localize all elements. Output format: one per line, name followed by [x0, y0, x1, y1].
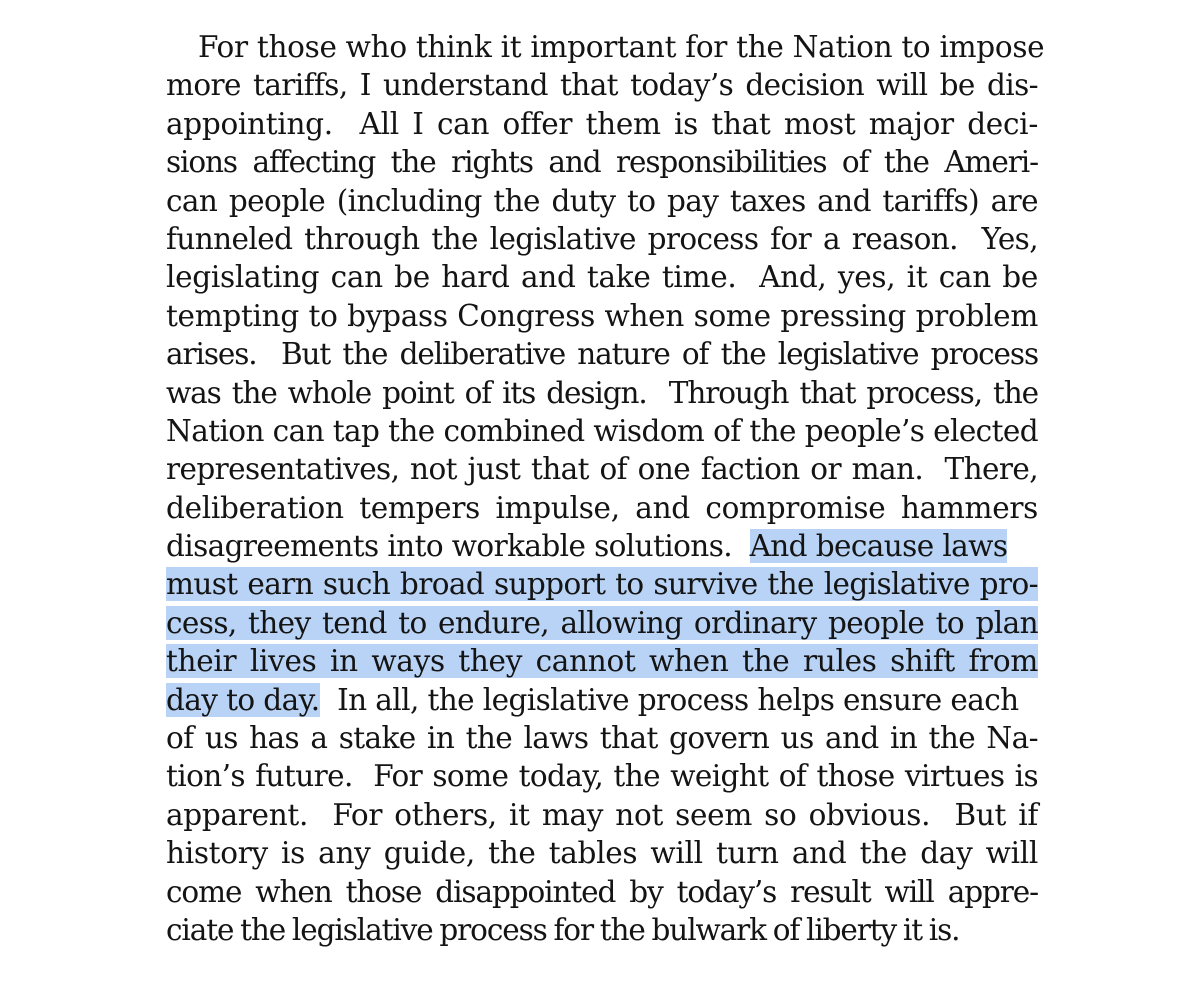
- highlighted-text[interactable]: their lives in ways they cannot when the rules shift from: [166, 644, 1038, 679]
- highlighted-text[interactable]: must earn such broad support to survive the legislative pro-: [166, 567, 1038, 602]
- text-line: representatives, not just that of one faction or man. There,: [166, 452, 1038, 487]
- text-line: tempting to bypass Congress when some pressing problem: [166, 298, 1038, 333]
- text-line: tion’s future. For some today, the weight of those virtues is: [166, 759, 1038, 794]
- text-line: [166, 527, 1038, 565]
- text-line: [166, 604, 1038, 642]
- text-line: [166, 642, 1038, 680]
- text-line: ciate the legislative process for the bulwark of liberty it is.: [166, 912, 960, 947]
- text-line: of us has a stake in the laws that govern us and in the Na-: [166, 721, 1038, 756]
- text-line: apparent. For others, it may not seem so obvious. But if: [166, 797, 1038, 832]
- text-line: [166, 681, 1038, 719]
- text-line: sions affecting the rights and responsibilities of the Ameri-: [166, 145, 1038, 180]
- highlighted-text[interactable]: day to day.: [166, 682, 320, 717]
- text-line: was the whole point of its design. Through that process, the: [166, 375, 1038, 410]
- text-line: more tariffs, I understand that today’s decision will be dis-: [166, 68, 1038, 103]
- highlighted-text[interactable]: And because laws: [749, 529, 1008, 564]
- text-line: appointing. All I can offer them is that most major deci-: [166, 106, 1038, 141]
- text-line: [166, 565, 1038, 603]
- text-line: For those who think it important for the Nation to impose: [198, 30, 1045, 64]
- text-line: come when those disappointed by today’s result will appre-: [166, 874, 1038, 909]
- text-line: Nation can tap the combined wisdom of the people’s elected: [166, 413, 1038, 448]
- text-line: legislating can be hard and take time. And, yes, it can be: [166, 260, 1038, 295]
- text-line: history is any guide, the tables will turn and the day will: [166, 836, 1038, 871]
- text-line: arises. But the deliberative nature of the legislative process: [166, 337, 1038, 372]
- highlighted-text[interactable]: cess, they tend to endure, allowing ordinary people to plan: [166, 605, 1038, 640]
- line-text: disagreements into workable solutions.: [166, 529, 750, 564]
- text-line: can people (including the duty to pay taxes and tariffs) are: [166, 183, 1038, 218]
- text-line: funneled through the legislative process for a reason. Yes,: [166, 221, 1038, 256]
- paragraph[interactable]: [166, 28, 1045, 949]
- line-text: In all, the legislative process helps ensure each: [319, 682, 1019, 717]
- text-line: deliberation tempers impulse, and compromise hammers: [166, 490, 1038, 525]
